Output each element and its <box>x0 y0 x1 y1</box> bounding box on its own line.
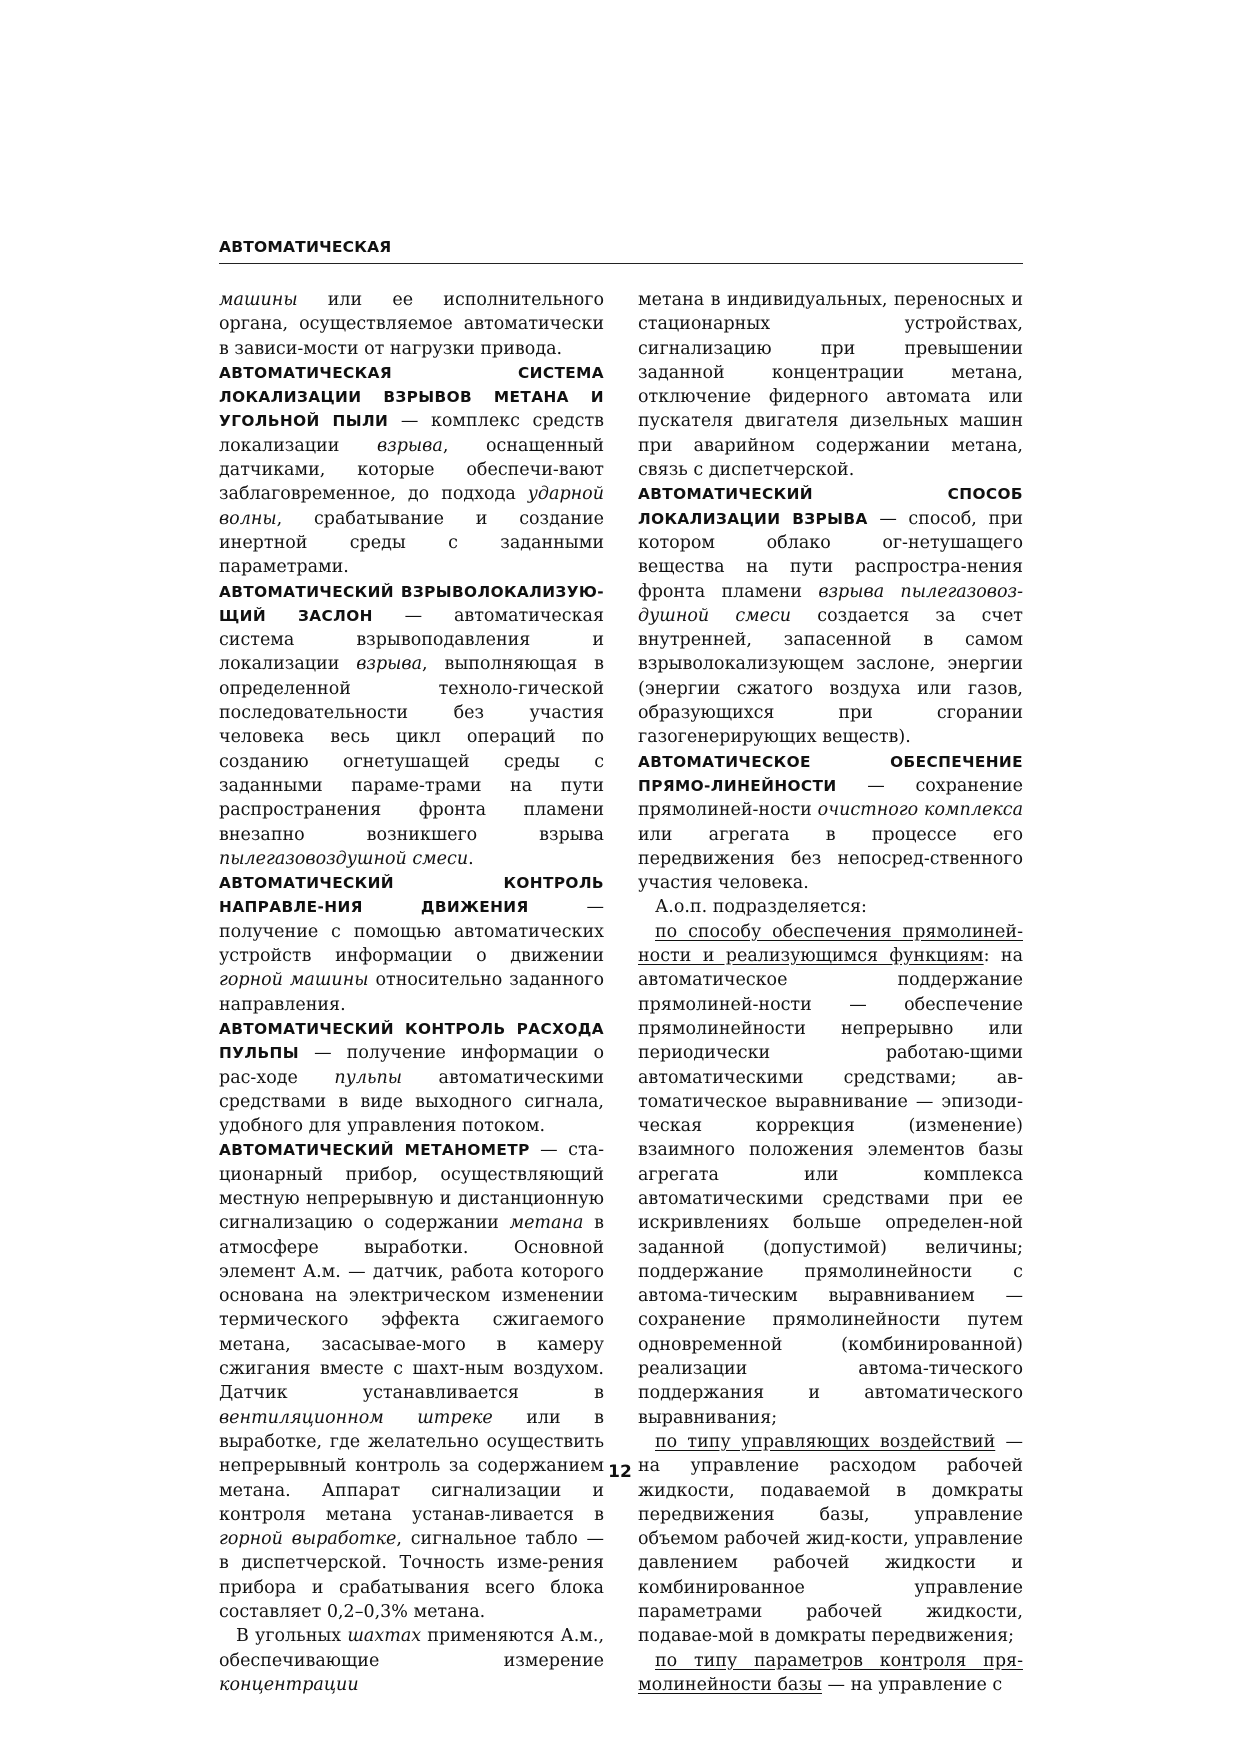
italic-term: пылегазовоздушной смеси <box>219 848 469 869</box>
text: в атмосфере выработки. Основной элемент А.м. — датчик, работа которого основана на электрическом изменении термического эффекта сжигаемого метана, засасывае-мого в камеру сжигания вместе с шахт-ным воздухом. Датчик устанавливается в <box>219 1213 605 1404</box>
text: — комплекс средств локализации <box>219 411 604 456</box>
italic-term: ударной волны <box>219 484 604 529</box>
text: В угольных <box>236 1626 348 1647</box>
text: — способ, при котором облако ог-нетушащего вещества на пути распростра-нения фронта пламени <box>638 508 1024 602</box>
italic-term: вентиляционном штреке <box>219 1407 493 1428</box>
text: . <box>468 848 474 869</box>
entry-term: АВТОМАТИЧЕСКИЙ КОНТРОЛЬ НАПРАВЛЕ-НИЯ ДВИЖЕНИЯ <box>219 874 604 917</box>
entry-term: АВТОМАТИЧЕСКОЕ ОБЕСПЕЧЕНИЕ ПРЯМО-ЛИНЕЙНОСТИ <box>638 752 1023 795</box>
entry-term: АВТОМАТИЧЕСКИЙ МЕТАНОМЕТР <box>219 1141 530 1160</box>
text: относительно заданного направления. <box>219 970 604 1015</box>
entry-pulp-flow-control <box>219 1017 604 1138</box>
text: , оснащенный датчиками, которые обеспечи-вают заблаговременное, до подхода <box>219 435 604 505</box>
text: , срабатывание и создание инертной среды с заданными параметрами. <box>219 508 604 578</box>
classification-by-method <box>638 920 1023 1430</box>
italic-term: взрыва пылегазовоз-душной смеси <box>638 581 1023 626</box>
entry-term: АВТОМАТИЧЕСКИЙ СПОСОБ ЛОКАЛИЗАЦИИ ВЗРЫВА <box>638 485 1023 528</box>
entry-term: АВТОМАТИЧЕСКИЙ КОНТРОЛЬ РАСХОДА ПУЛЬПЫ <box>219 1019 604 1063</box>
page-number: 12 <box>608 1462 632 1482</box>
text: или ее исполнительного органа, осуществляемое автоматически в зависи-мости от нагрузки привода. <box>219 290 604 359</box>
running-head: АВТОМАТИЧЕСКАЯ <box>219 238 392 256</box>
italic-term: горной выработке <box>219 1529 397 1550</box>
entry-explosion-barrier <box>219 580 604 872</box>
entry-direction-control <box>219 871 604 1017</box>
italic-term: взрыва <box>356 654 423 675</box>
italic-term: метана <box>509 1213 584 1234</box>
text: А.о.п. подразделяется: <box>655 897 867 918</box>
text: , сигнальное табло — в диспетчерской. Точность изме-рения прибора и срабатывания всего блока составляет 0,2–0,3% метана. <box>219 1529 604 1623</box>
text: — на управление расходом рабочей жидкости, подаваемой в домкраты передвижения базы, управление объемом рабочей жид-кости, управление давлением рабочей жидкости и комбинированное управление параметрами рабочей жидкости, подавае-мой в домкраты передвижения; <box>638 1431 1023 1647</box>
text: — ста-ционарный прибор, осуществляющий местную непрерывную и дистанционную сигнализацию о содержании <box>219 1140 604 1234</box>
underlined-heading: по типу параметров контроля пря-молинейности базы <box>638 1650 1023 1695</box>
text: автоматическими средствами в виде выходного сигнала, удобного для управления потоком. <box>219 1067 605 1137</box>
methanometer-usage-paragraph <box>219 1624 604 1697</box>
underlined-heading: по способу обеспечения прямолиней-ности и реализующимся функциям <box>638 921 1023 967</box>
italic-term: пульпы <box>334 1067 403 1088</box>
italic-term: шахтах <box>347 1626 422 1647</box>
italic-term: взрыва <box>377 435 443 456</box>
entry-term: АВТОМАТИЧЕСКИЙ ВЗРЫВОЛОКАЛИЗУЮ-ЩИЙ ЗАСЛОН <box>219 582 604 625</box>
text: — на управление с <box>821 1674 1003 1695</box>
classification-intro <box>638 895 1023 919</box>
header-rule <box>219 263 1023 264</box>
text: : на автоматическое поддержание прямолиней-ности — обеспечение прямолинейности непрерывно или периодически работаю-щими автоматическими средствами; ав-томатическое выравнивание — эпизоди-ческая коррекция (изменение) взаимного положения элементов базы агрегата или комплекса автоматическими средствами при ее искривлениях больше определен-ной заданной (допустимой) величины; поддержание прямолинейности с автома-тическим выравниванием — сохранение прямолинейности путем одновременной (комбинированной) реализации автома-тического поддержания и автоматического выравнивания; <box>638 946 1023 1428</box>
text: метана в индивидуальных, переносных и стационарных устройствах, сигнализацию при превышении заданной концентрации метана, отключение фидерного автомата или пускателя двигателя дизельных машин при аварийном содержании метана, связь с диспетчерской. <box>638 290 1023 481</box>
entry-straightness-assurance <box>638 750 1023 896</box>
text: применяются А.м., обеспечивающие измерение <box>219 1626 605 1671</box>
continued-paragraph <box>219 288 604 361</box>
continued-paragraph <box>638 288 1023 482</box>
italic-term: очистного комплекса <box>817 800 1024 821</box>
classification-by-parameters <box>638 1649 1023 1698</box>
text: , выполняющая в определенной техноло-гической последовательности без участия человека весь цикл операций по созданию огнетушащей среды с заданными параме-трами на пути распространения фронта пламени внезапно возникшего взрыва <box>219 654 604 845</box>
entry-methanometer <box>219 1138 604 1624</box>
text: — получение с помощью автоматических устройств информации о движении <box>219 897 604 967</box>
entry-localization-system <box>219 361 604 580</box>
text: или в выработке, где желательно осуществить непрерывный контроль за содержанием метана. Аппарат сигнализации и контроля метана устанав-ливается в <box>219 1407 604 1525</box>
entry-term: АВТОМАТИЧЕСКАЯ СИСТЕМА ЛОКАЛИЗАЦИИ ВЗРЫВОВ МЕТАНА И УГОЛЬНОЙ ПЫЛИ <box>219 363 604 431</box>
italic-term: концентрации <box>219 1674 359 1695</box>
entry-localization-method <box>638 482 1023 749</box>
italic-term: горной машины <box>219 970 369 991</box>
text: — получение информации о рас-ходе <box>219 1043 604 1088</box>
text: — сохранение прямолиней-ности <box>638 775 1023 821</box>
underlined-heading: по типу управляющих воздействий <box>655 1431 996 1452</box>
italic-term: машины <box>219 290 298 310</box>
text: — автоматическая система взрывоподавления и локализации <box>219 605 604 675</box>
left-column <box>219 288 604 1697</box>
right-column <box>638 288 1023 1697</box>
text: или агрегата в процессе его передвижения без непосред-ственного участия человека. <box>638 824 1023 894</box>
text: создается за счет внутренней, запасенной в самом взрыволокализующем заслоне, энергии (энергии сжатого воздуха или газов, образующихся при сгорании газогенерирующих веществ). <box>638 605 1023 748</box>
